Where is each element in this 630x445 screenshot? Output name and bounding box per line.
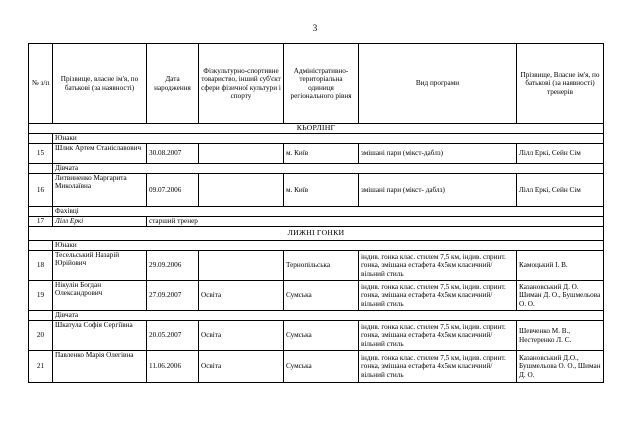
cell-society: Освіта — [199, 351, 284, 383]
cell-coach: Лілл Еркі, Сейн Сім — [517, 174, 604, 207]
cell-coach: Казановський Д. О. Шиман Д. О., Бушмельова О. О. — [517, 281, 604, 311]
header-region: Адміністративно-територіальна одиниця регіонального рівня — [284, 44, 359, 124]
cell-society: Освіта — [199, 281, 284, 311]
cell-birth: 27.09.2007 — [147, 281, 199, 311]
section-curling — [29, 124, 604, 134]
cell-region: м. Київ — [284, 174, 359, 207]
header-name: Прізвище, власне ім'я, по батькові (за наявності) — [53, 44, 147, 124]
cell-birth: 09.07.2006 — [147, 174, 199, 207]
cell-society — [199, 251, 284, 281]
cell-region: Сумська — [284, 281, 359, 311]
cell-name: Павленко Марія Олегівна — [53, 351, 147, 383]
cell-region: Сумська — [284, 351, 359, 383]
cell-name: Тесельський Назарій Юрійович — [53, 251, 147, 281]
cell-society: Освіта — [199, 321, 284, 351]
page-number: 3 — [312, 23, 318, 33]
cell-name: Литвиненко Маргарита Миколаївна — [53, 174, 147, 207]
cell-region: Сумська — [284, 321, 359, 351]
cell-coach: Шевченко М. В., Нестеренко Л. С. — [517, 321, 604, 351]
group-staff-curling: Фахівці — [53, 207, 604, 217]
table-row — [29, 174, 604, 207]
cell-program: індив. гонка клас. стилем 7,5 км, індив. спринт. гонка, змішана естафета 4х5км класичний/вільний стиль — [359, 251, 517, 281]
cell-coach: Лілл Еркі, Сейн Сім — [517, 144, 604, 164]
cell-coach: Казановський Д.О., Бушмельова О. О., Шиман Д. О. — [517, 351, 604, 383]
cell-coach: Камоцький І. В. — [517, 251, 604, 281]
group-row — [29, 134, 604, 144]
cell-name: Нікулін Богдан Олександрович — [53, 281, 147, 311]
cell-birth: 29.09.2006 — [147, 251, 199, 281]
group-boys-curling: Юнаки — [53, 134, 604, 144]
group-boys-ski: Юнаки — [53, 241, 604, 251]
cell-num: 21 — [29, 351, 53, 383]
cell-num: 15 — [29, 144, 53, 164]
cell-program: змішані пари (мікст-даблз) — [359, 144, 517, 164]
header-num: № з/п — [29, 44, 53, 124]
cell-program: індив. гонка клас. стилем 7,5 км, індив. спринт. гонка, змішана естафета 4х5км класичний/вільний стиль — [359, 321, 517, 351]
header-row — [29, 44, 604, 124]
header-program: Вид програми — [359, 44, 517, 124]
table-row — [29, 281, 604, 311]
cell-num: 18 — [29, 251, 53, 281]
cell-program: індив. гонка клас. стилем 7,5 км, індив. спринт. гонка, змішана естафета 4х5км класичний/вільний стиль — [359, 281, 517, 311]
cell-program: змішані пари (мікст- даблз) — [359, 174, 517, 207]
cell-num: 17 — [29, 217, 53, 227]
table-row — [29, 251, 604, 281]
cell-num: 20 — [29, 321, 53, 351]
group-row — [29, 311, 604, 321]
cell-role: старший тренер — [147, 217, 604, 227]
table-row — [29, 217, 604, 227]
section-title-curling: КЬОРЛІНГ — [29, 124, 604, 134]
group-row — [29, 241, 604, 251]
cell-region: м. Київ — [284, 144, 359, 164]
section-ski — [29, 227, 604, 241]
cell-birth: 20.05.2007 — [147, 321, 199, 351]
group-girls-ski: Дівчата — [53, 311, 604, 321]
cell-name: Шкатула Софія Сергіївна — [53, 321, 147, 351]
cell-society — [199, 144, 284, 164]
cell-program: індив. гонка клас. стилем 7,5 км, індив. спринт. гонка, змішана естафета 4х5км класичний/вільний стиль — [359, 351, 517, 383]
header-birth: Дата народження — [147, 44, 199, 124]
table-row — [29, 144, 604, 164]
cell-birth: 30.08.2007 — [147, 144, 199, 164]
group-row — [29, 207, 604, 217]
cell-num: 16 — [29, 174, 53, 207]
table-row — [29, 321, 604, 351]
table-row — [29, 351, 604, 383]
cell-birth: 11.06.2006 — [147, 351, 199, 383]
header-coach: Прізвище, Власне ім'я, по батькові (за наявності) тренерів — [517, 44, 604, 124]
cell-name: Шлик Артем Станіславович — [53, 144, 147, 164]
cell-name: Лілл Еркі — [53, 217, 147, 227]
cell-society — [199, 174, 284, 207]
section-title-ski: ЛИЖНІ ГОНКИ — [29, 227, 604, 241]
group-row — [29, 164, 604, 174]
cell-region: Тернопільська — [284, 251, 359, 281]
participants-table — [28, 43, 604, 383]
cell-num: 19 — [29, 281, 53, 311]
group-girls-curling: Дівчата — [53, 164, 604, 174]
header-society: Фізкультурно-спортивне товариство, інший суб'єкт сфери фізичної культури і спорту — [199, 44, 284, 124]
